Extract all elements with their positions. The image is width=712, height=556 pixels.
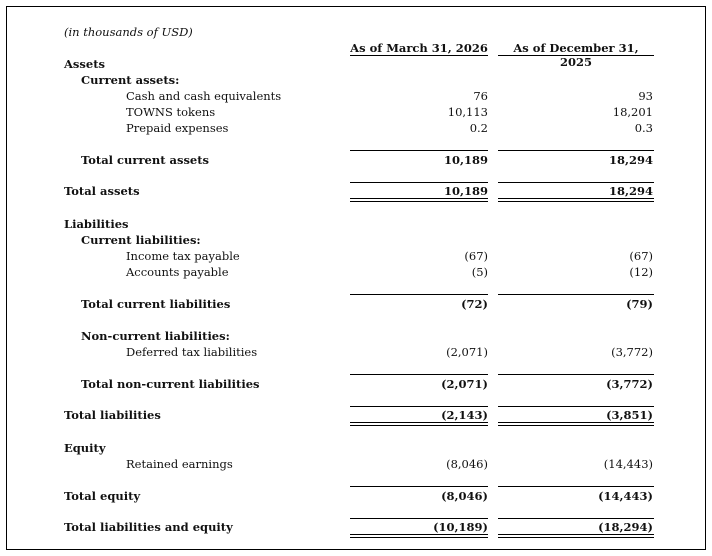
section-equity: Equity (64, 441, 106, 455)
subtotal-rule (498, 294, 654, 295)
double-underline (498, 534, 654, 538)
cell-cash-2026: 76 (473, 89, 488, 103)
total-rule (350, 486, 488, 487)
row-label-prepaid: Prepaid expenses (126, 121, 229, 135)
row-label-cash: Cash and cash equivalents (126, 89, 282, 103)
total-rule (350, 518, 488, 519)
cell-total-assets-2026: 10,189 (443, 184, 488, 198)
section-assets: Assets (64, 57, 105, 71)
units-note: (in thousands of USD) (64, 25, 193, 39)
double-underline (498, 422, 654, 426)
cell-accounts-payable-2026: (5) (471, 265, 488, 279)
cell-prepaid-2025: 0.3 (634, 121, 653, 135)
row-label-towns: TOWNS tokens (126, 105, 216, 119)
double-underline (350, 198, 488, 202)
cell-accounts-payable-2025: (12) (629, 265, 653, 279)
row-label-total-liabilities: Total liabilities (64, 408, 161, 422)
total-rule (350, 406, 488, 407)
cell-income-tax-2026: (67) (464, 249, 488, 263)
subtotal-rule (350, 374, 488, 375)
subtotal-rule (498, 150, 654, 151)
subtotal-rule (498, 374, 654, 375)
cell-prepaid-2026: 0.2 (469, 121, 488, 135)
cell-retained-earnings-2025: (14,443) (603, 457, 653, 471)
cell-total-equity-2025: (14,443) (598, 489, 653, 503)
row-label-total-liabilities-and-equity: Total liabilities and equity (64, 520, 233, 534)
column-header-underline (350, 55, 488, 56)
row-label-total-assets: Total assets (64, 184, 140, 198)
subsection-non-current-liabilities: Non-current liabilities: (81, 329, 230, 343)
cell-total-liabilities-and-equity-2025: (18,294) (598, 520, 653, 534)
total-rule (498, 518, 654, 519)
subsection-current-liabilities: Current liabilities: (81, 233, 201, 247)
double-underline (498, 198, 654, 202)
cell-towns-2026: 10,113 (447, 105, 488, 119)
cell-total-current-assets-2025: 18,294 (608, 153, 653, 167)
total-rule (498, 486, 654, 487)
row-label-retained-earnings: Retained earnings (126, 457, 233, 471)
cell-total-liabilities-2025: (3,851) (606, 408, 653, 422)
double-underline (350, 422, 488, 426)
cell-deferred-tax-2025: (3,772) (611, 345, 653, 359)
row-label-total-equity: Total equity (64, 489, 141, 503)
cell-deferred-tax-2026: (2,071) (446, 345, 488, 359)
column-header-underline (498, 55, 654, 56)
cell-total-equity-2026: (8,046) (441, 489, 488, 503)
subtotal-rule (350, 294, 488, 295)
row-label-total-current-assets: Total current assets (81, 153, 210, 167)
cell-total-liabilities-and-equity-2026: (10,189) (433, 520, 488, 534)
cell-total-current-assets-2026: 10,189 (443, 153, 488, 167)
total-rule (498, 182, 654, 183)
cell-total-current-liabilities-2025: (79) (626, 297, 653, 311)
cell-total-non-current-liabilities-2025: (3,772) (606, 377, 653, 391)
subtotal-rule (350, 150, 488, 151)
column-header-december-2025: As of December 31, 2025 (513, 41, 639, 69)
total-rule (350, 182, 488, 183)
section-liabilities: Liabilities (64, 217, 129, 231)
double-underline (350, 534, 488, 538)
cell-income-tax-2025: (67) (629, 249, 653, 263)
row-label-deferred-tax: Deferred tax liabilities (126, 345, 258, 359)
subsection-current-assets: Current assets: (81, 73, 180, 87)
cell-total-current-liabilities-2026: (72) (461, 297, 488, 311)
column-header-march-2026: As of March 31, 2026 (350, 41, 488, 55)
row-label-income-tax: Income tax payable (126, 249, 240, 263)
cell-total-assets-2025: 18,294 (608, 184, 653, 198)
row-label-accounts-payable: Accounts payable (126, 265, 229, 279)
cell-cash-2025: 93 (638, 89, 653, 103)
row-label-total-current-liabilities: Total current liabilities (81, 297, 231, 311)
row-label-total-non-current-liabilities: Total non-current liabilities (81, 377, 260, 391)
cell-total-non-current-liabilities-2026: (2,071) (441, 377, 488, 391)
cell-retained-earnings-2026: (8,046) (446, 457, 488, 471)
cell-total-liabilities-2026: (2,143) (441, 408, 488, 422)
total-rule (498, 406, 654, 407)
cell-towns-2025: 18,201 (612, 105, 653, 119)
